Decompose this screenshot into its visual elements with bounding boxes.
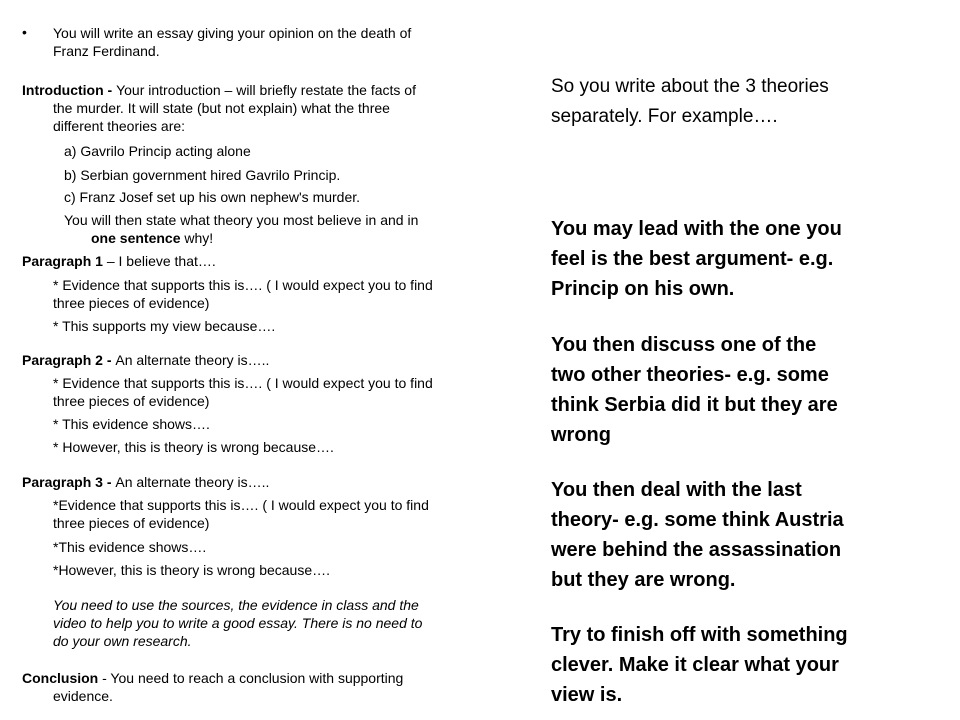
theory-c: c) Franz Josef set up his own nephew's murder.: [64, 189, 361, 205]
sources-note-line-2: video to help you to write a good essay. There is no need to: [53, 615, 423, 631]
conclusion-line: [22, 670, 403, 686]
conclusion-rest: - You need to reach a conclusion with supporting: [98, 670, 404, 686]
conclusion-line-2: evidence.: [53, 688, 113, 704]
discuss-line-1: You then discuss one of the: [551, 334, 817, 356]
finish-line-1: Try to finish off with something: [551, 624, 848, 646]
finish-line-3: view is.: [551, 684, 623, 706]
sources-note-line-3: do your own research.: [53, 633, 192, 649]
p3-evidence-line-2: three pieces of evidence): [53, 515, 210, 531]
lead-argument-line-1: You may lead with the one you: [551, 218, 842, 240]
bullet-line-1: You will write an essay giving your opinion on the death of: [53, 25, 412, 41]
theory-a: a) Gavrilo Princip acting alone: [64, 143, 251, 159]
guidance-intro-line-1: So you write about the 3 theories: [551, 76, 829, 97]
p2-however-line: * However, this is theory is wrong because….: [53, 439, 334, 455]
paragraph-2-rest: An alternate theory is…..: [115, 352, 270, 368]
p2-evidence-line-1: * Evidence that supports this is…. ( I would expect you to find: [53, 375, 433, 391]
intro-line-1: [22, 82, 416, 98]
p1-evidence-line-1: * Evidence that supports this is…. ( I would expect you to find: [53, 277, 433, 293]
paragraph-3-heading: Paragraph 3 -: [22, 474, 116, 490]
intro-line-3: different theories are:: [53, 118, 186, 134]
state-theory-line-1: You will then state what theory you most believe in and in: [64, 212, 419, 228]
state-theory-line-2: [91, 230, 213, 246]
one-sentence-emphasis: one sentence: [91, 230, 181, 246]
paragraph-1-line: [22, 253, 216, 269]
deal-line-1: You then deal with the last: [551, 479, 802, 501]
paragraph-1-rest: – I believe that….: [102, 253, 216, 269]
p1-evidence-line-2: three pieces of evidence): [53, 295, 210, 311]
discuss-line-3: think Serbia did it but they are: [551, 394, 838, 416]
p1-supports-line: * This supports my view because….: [53, 318, 276, 334]
intro-heading: Introduction -: [22, 82, 117, 98]
deal-line-3: were behind the assassination: [551, 539, 842, 561]
discuss-line-2: two other theories- e.g. some: [551, 364, 829, 386]
p3-shows-line: *This evidence shows….: [53, 539, 207, 555]
sources-note-line-1: You need to use the sources, the evidence in class and the: [53, 597, 419, 613]
conclusion-heading: Conclusion: [22, 670, 99, 686]
lead-argument-line-2: feel is the best argument- e.g.: [551, 248, 834, 270]
deal-line-4: but they are wrong.: [551, 569, 736, 591]
intro-line-2: the murder. It will state (but not explain) what the three: [53, 100, 390, 116]
intro-line-1-rest: Your introduction – will briefly restate the facts of: [116, 82, 416, 98]
discuss-line-4: wrong: [551, 424, 611, 446]
guidance-intro-line-2: separately. For example….: [551, 106, 778, 127]
finish-line-2: clever. Make it clear what your: [551, 654, 839, 676]
paragraph-3-rest: An alternate theory is…..: [115, 474, 270, 490]
deal-line-2: theory- e.g. some think Austria: [551, 509, 844, 531]
p3-evidence-line-1: *Evidence that supports this is…. ( I would expect you to find: [53, 497, 429, 513]
paragraph-1-heading: Paragraph 1: [22, 253, 103, 269]
p2-evidence-line-2: three pieces of evidence): [53, 393, 210, 409]
bullet-dot: •: [22, 24, 27, 40]
p3-however-line: *However, this is theory is wrong because….: [53, 562, 331, 578]
paragraph-2-line: [22, 352, 269, 368]
paragraph-2-heading: Paragraph 2 -: [22, 352, 116, 368]
p2-shows-line: * This evidence shows….: [53, 416, 210, 432]
paragraph-3-line: [22, 474, 269, 490]
state-theory-line-2-rest: why!: [180, 230, 214, 246]
bullet-line-2: Franz Ferdinand.: [53, 43, 160, 59]
theory-b: b) Serbian government hired Gavrilo Princip.: [64, 167, 341, 183]
lead-argument-line-3: Princip on his own.: [551, 278, 735, 300]
